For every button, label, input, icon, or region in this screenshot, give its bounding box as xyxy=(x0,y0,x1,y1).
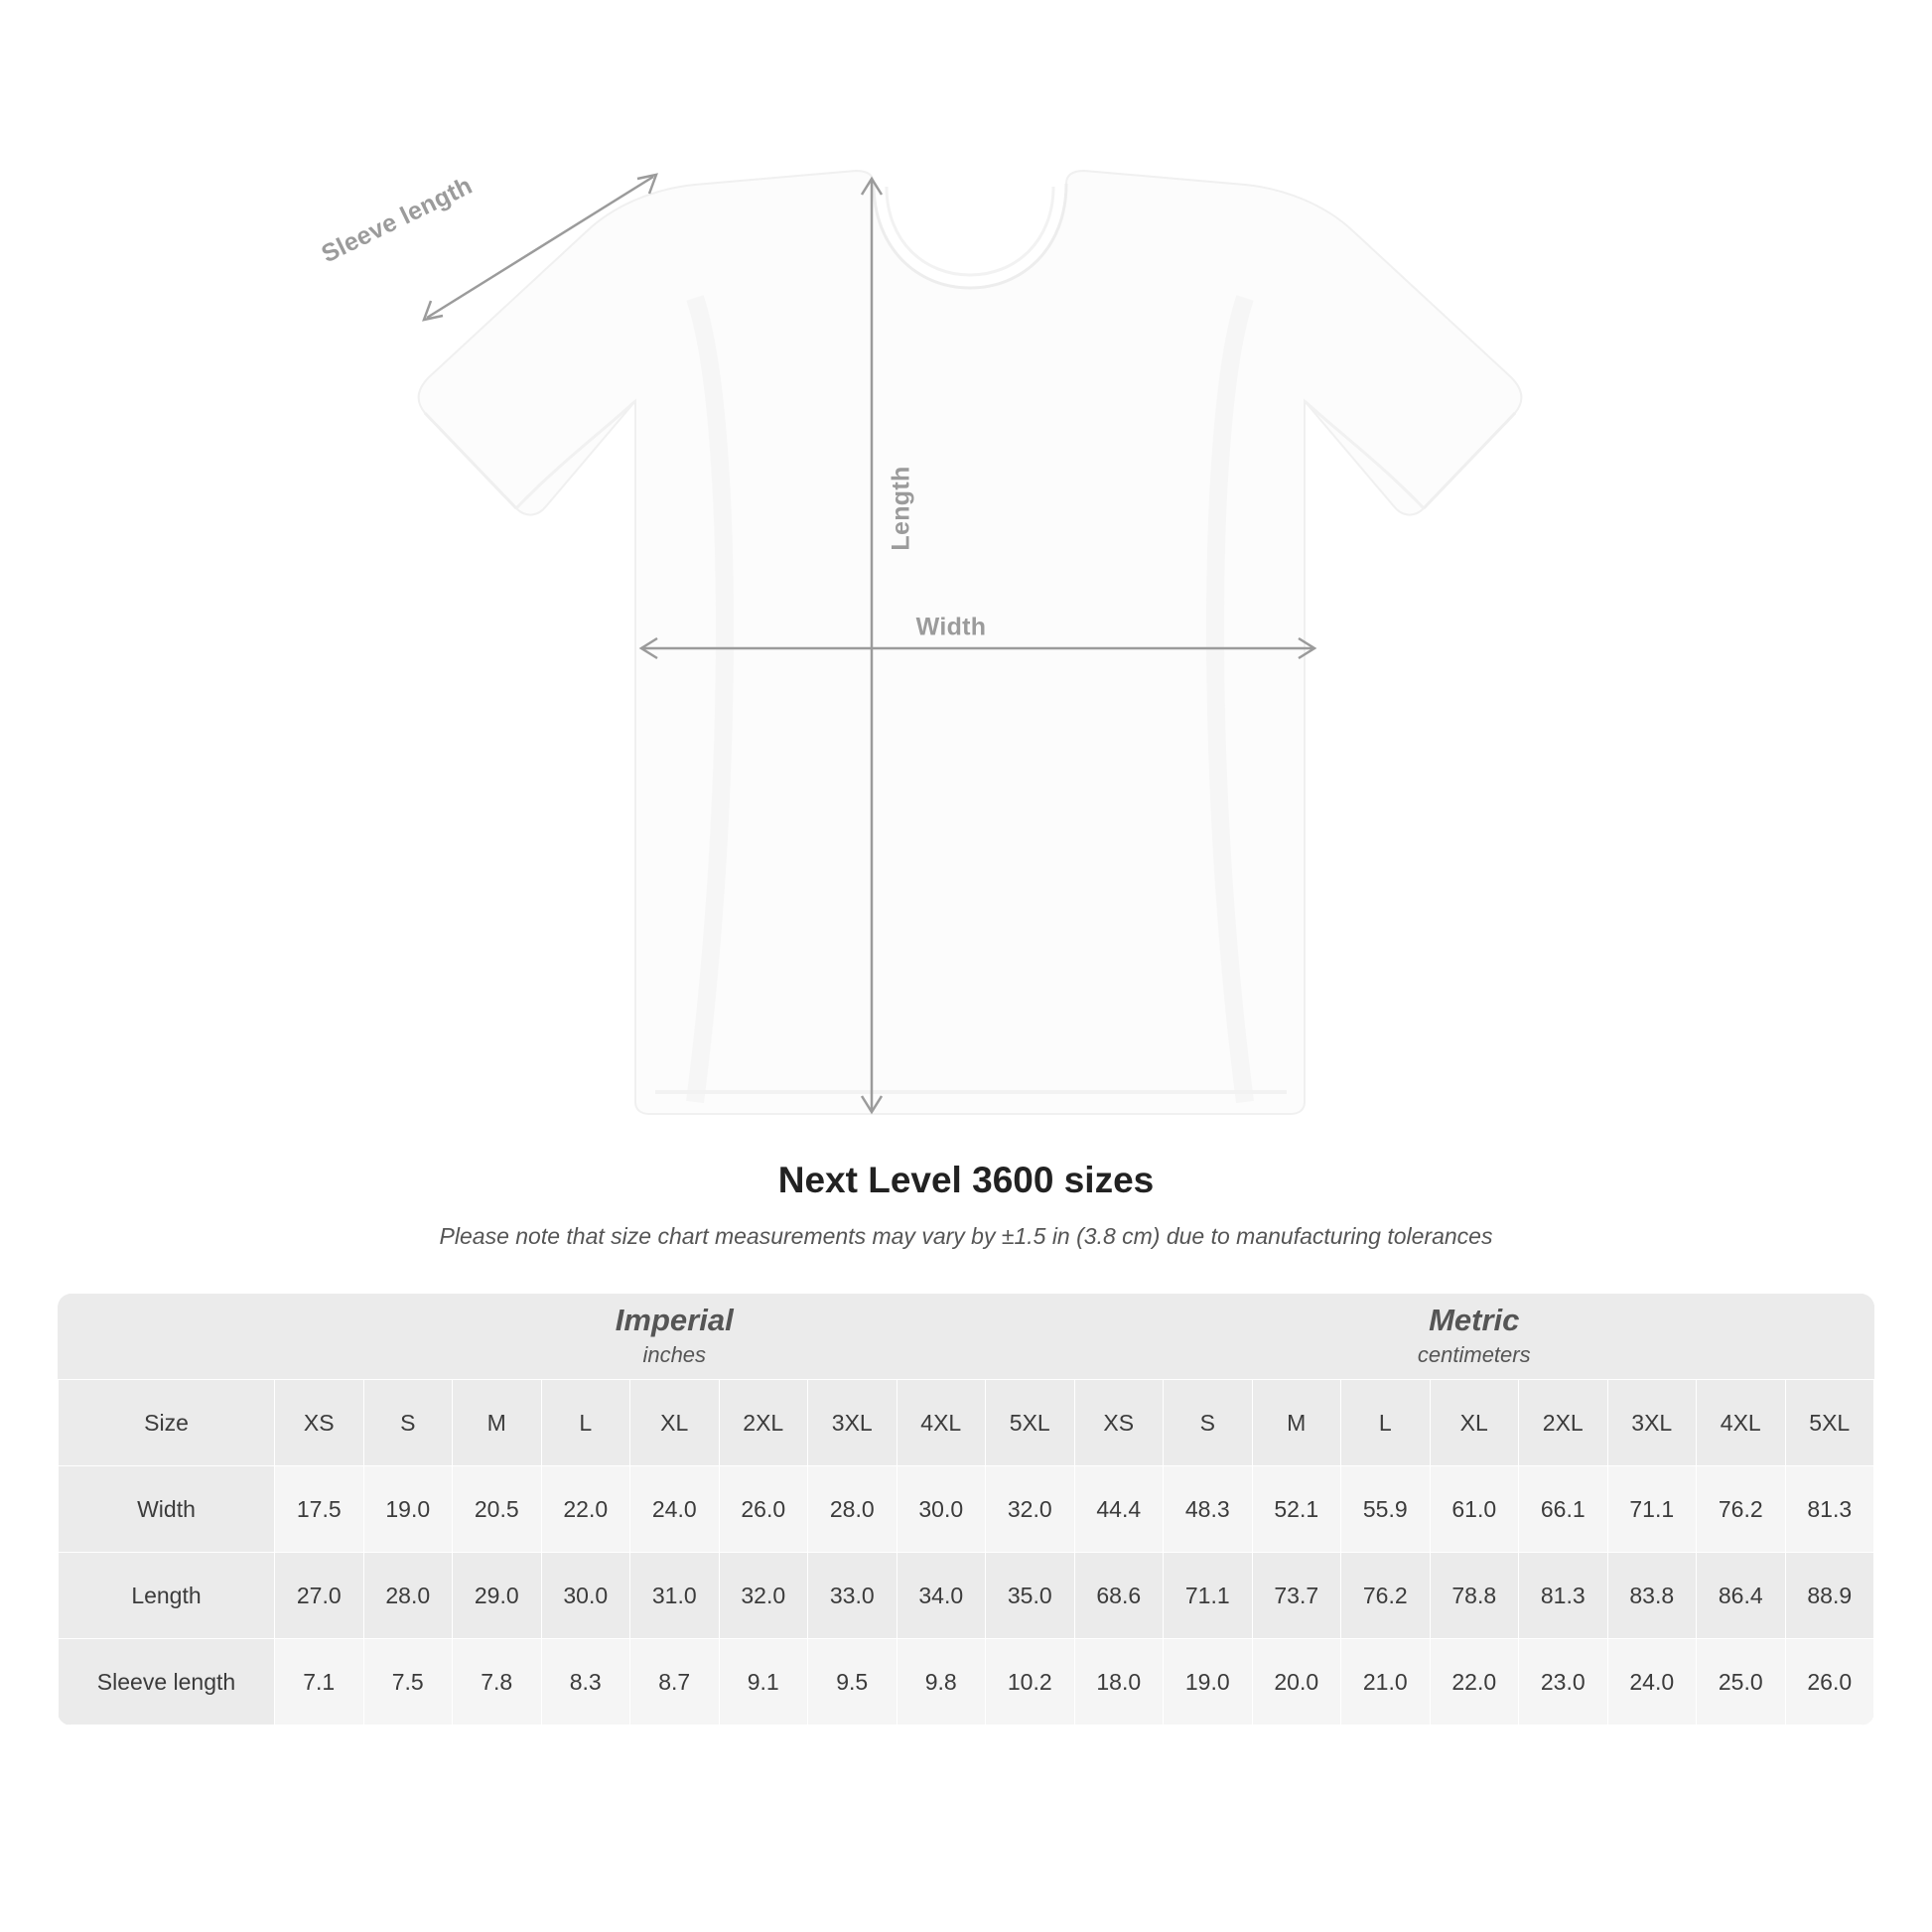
table-row xyxy=(59,1466,1874,1553)
measurement-cell: 30.0 xyxy=(897,1466,986,1553)
measurement-cell: 28.0 xyxy=(808,1466,897,1553)
table-row xyxy=(59,1639,1874,1725)
size-column-header: 3XL xyxy=(808,1380,897,1466)
measurement-cell: 48.3 xyxy=(1164,1466,1253,1553)
size-column-header: L xyxy=(541,1380,630,1466)
measurement-cell: 19.0 xyxy=(363,1466,453,1553)
measurement-cell: 24.0 xyxy=(630,1466,720,1553)
measurement-cell: 9.5 xyxy=(808,1639,897,1725)
table-corner-cell xyxy=(59,1294,275,1380)
measurement-cell: 19.0 xyxy=(1164,1639,1253,1725)
measurement-cell: 25.0 xyxy=(1697,1639,1786,1725)
measurement-cell: 17.5 xyxy=(275,1466,364,1553)
measurement-cell: 68.6 xyxy=(1074,1553,1164,1639)
length-dimension-label: Length xyxy=(887,466,915,551)
size-column-header: M xyxy=(453,1380,542,1466)
measurement-cell: 66.1 xyxy=(1519,1466,1608,1553)
measurement-cell: 22.0 xyxy=(1430,1639,1519,1725)
measurement-cell: 20.0 xyxy=(1252,1639,1341,1725)
size-column-header: XS xyxy=(1074,1380,1164,1466)
measurement-cell: 27.0 xyxy=(275,1553,364,1639)
measurement-cell: 34.0 xyxy=(897,1553,986,1639)
size-chart-body xyxy=(59,1466,1874,1725)
size-header-row xyxy=(59,1380,1874,1466)
measurement-cell: 32.0 xyxy=(986,1466,1075,1553)
measurement-cell: 9.1 xyxy=(719,1639,808,1725)
measurement-cell: 30.0 xyxy=(541,1553,630,1639)
measurement-cell: 9.8 xyxy=(897,1639,986,1725)
size-column-header: 2XL xyxy=(719,1380,808,1466)
width-dimension-label: Width xyxy=(915,613,987,641)
heading-block xyxy=(0,1160,1932,1250)
measurement-row-label: Width xyxy=(59,1466,275,1553)
measurement-cell: 23.0 xyxy=(1519,1639,1608,1725)
measurement-cell: 55.9 xyxy=(1341,1466,1431,1553)
size-chart-table xyxy=(58,1294,1874,1725)
tshirt-shape xyxy=(419,171,1522,1114)
metric-group-header xyxy=(1074,1294,1874,1380)
measurement-cell: 10.2 xyxy=(986,1639,1075,1725)
size-column-header: 5XL xyxy=(986,1380,1075,1466)
measurement-cell: 86.4 xyxy=(1697,1553,1786,1639)
size-column-header: 3XL xyxy=(1607,1380,1697,1466)
measurement-cell: 61.0 xyxy=(1430,1466,1519,1553)
measurement-cell: 31.0 xyxy=(630,1553,720,1639)
measurement-cell: 44.4 xyxy=(1074,1466,1164,1553)
measurement-cell: 81.3 xyxy=(1519,1553,1608,1639)
unit-group-header-row xyxy=(59,1294,1874,1380)
size-column-header: L xyxy=(1341,1380,1431,1466)
size-column-header: M xyxy=(1252,1380,1341,1466)
size-column-header: 4XL xyxy=(1697,1380,1786,1466)
measurement-cell: 81.3 xyxy=(1785,1466,1874,1553)
measurement-cell: 52.1 xyxy=(1252,1466,1341,1553)
measurement-row-label: Sleeve length xyxy=(59,1639,275,1725)
measurement-cell: 24.0 xyxy=(1607,1639,1697,1725)
measurement-cell: 71.1 xyxy=(1164,1553,1253,1639)
measurement-cell: 26.0 xyxy=(1785,1639,1874,1725)
size-column-header: S xyxy=(363,1380,453,1466)
size-column-header: XS xyxy=(275,1380,364,1466)
measurement-cell: 22.0 xyxy=(541,1466,630,1553)
measurement-cell: 76.2 xyxy=(1697,1466,1786,1553)
measurement-cell: 33.0 xyxy=(808,1553,897,1639)
imperial-sublabel: inches xyxy=(642,1341,707,1367)
measurement-cell: 83.8 xyxy=(1607,1553,1697,1639)
measurement-cell: 29.0 xyxy=(453,1553,542,1639)
metric-label: Metric xyxy=(1429,1303,1520,1338)
measurement-cell: 18.0 xyxy=(1074,1639,1164,1725)
measurement-cell: 71.1 xyxy=(1607,1466,1697,1553)
size-column-header: XL xyxy=(630,1380,720,1466)
measurement-cell: 73.7 xyxy=(1252,1553,1341,1639)
measurement-cell: 78.8 xyxy=(1430,1553,1519,1639)
size-column-header: XL xyxy=(1430,1380,1519,1466)
size-column-header: 5XL xyxy=(1785,1380,1874,1466)
size-header-label: Size xyxy=(59,1380,275,1466)
measurement-cell: 8.3 xyxy=(541,1639,630,1725)
size-column-header: 4XL xyxy=(897,1380,986,1466)
measurement-row-label: Length xyxy=(59,1553,275,1639)
measurement-cell: 8.7 xyxy=(630,1639,720,1725)
size-column-header: S xyxy=(1164,1380,1253,1466)
size-chart-table-wrapper xyxy=(58,1294,1874,1725)
size-column-header: 2XL xyxy=(1519,1380,1608,1466)
measurement-cell: 21.0 xyxy=(1341,1639,1431,1725)
imperial-group-header xyxy=(275,1294,1075,1380)
measurement-cell: 28.0 xyxy=(363,1553,453,1639)
measurement-cell: 7.8 xyxy=(453,1639,542,1725)
measurement-cell: 26.0 xyxy=(719,1466,808,1553)
measurement-cell: 7.5 xyxy=(363,1639,453,1725)
page-title: Next Level 3600 sizes xyxy=(777,1160,1155,1200)
measurement-cell: 7.1 xyxy=(275,1639,364,1725)
imperial-label: Imperial xyxy=(615,1303,734,1338)
measurement-cell: 35.0 xyxy=(986,1553,1075,1639)
measurement-cell: 20.5 xyxy=(453,1466,542,1553)
sleeve-length-dimension-label: Sleeve length xyxy=(317,171,478,269)
tolerance-note: Please note that size chart measurements may vary by ±1.5 in (3.8 cm) due to manufacturing tolerances xyxy=(439,1223,1493,1249)
metric-sublabel: centimeters xyxy=(1417,1341,1531,1367)
measurement-cell: 76.2 xyxy=(1341,1553,1431,1639)
measurement-cell: 32.0 xyxy=(719,1553,808,1639)
measurement-cell: 88.9 xyxy=(1785,1553,1874,1639)
table-row xyxy=(59,1553,1874,1639)
